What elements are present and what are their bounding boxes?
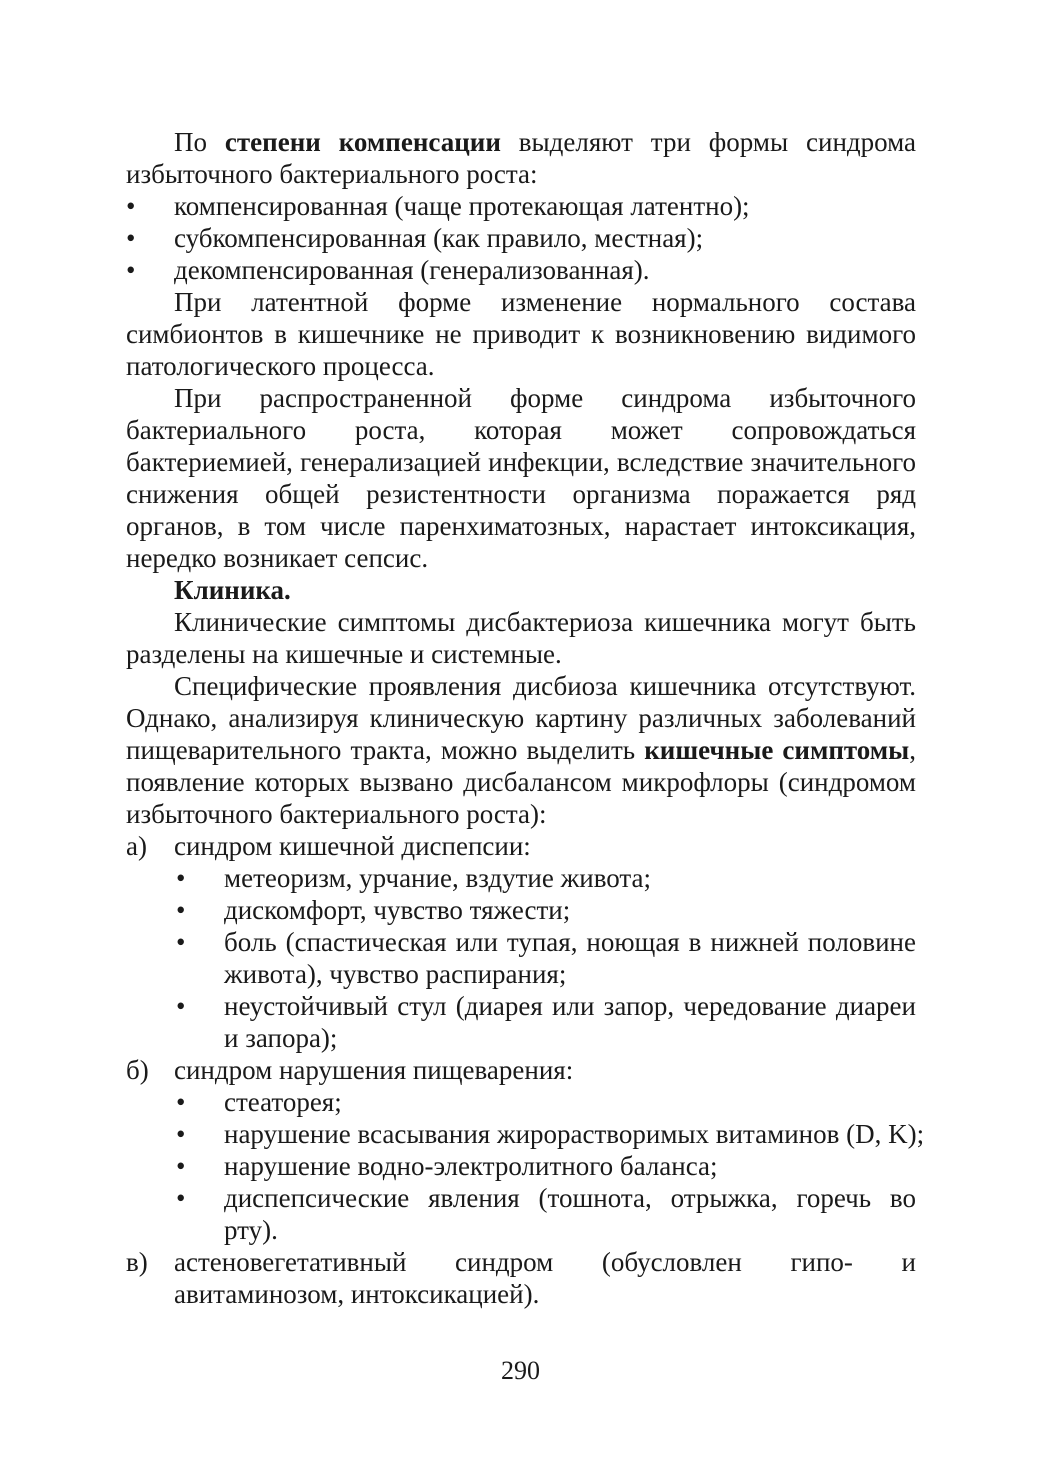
list-item-text: боль (спастическая или тупая, ноющая в нижней половине живота), чувство распирания;: [224, 927, 916, 989]
syndrome-label: синдром нарушения пищеварения:: [174, 1055, 574, 1085]
list-letter-marker: в): [126, 1247, 148, 1277]
list-item: [174, 1118, 925, 1150]
section-heading-clinic: Клиника.: [174, 575, 291, 605]
page-body: [126, 126, 925, 1310]
bullet-marker: •: [176, 1119, 186, 1149]
paragraph-latent-form: При латентной форме изменение нормального состава симбионтов в кишечнике не приводит к возникновению видимого патологического процесса.: [126, 287, 916, 381]
paragraph-text: Специфические проявления дисбиоза кишечника отсутствуют. Однако, анализируя клиническую картину различных заболеваний пищеварительного тракта, можно выделить: [126, 671, 916, 765]
list-item-text: неустойчивый стул (диарея или запор, чередование диареи и запора);: [224, 991, 916, 1053]
list-item: [126, 190, 916, 222]
bullet-marker: •: [176, 1151, 186, 1181]
list-item-text: дискомфорт, чувство тяжести;: [224, 895, 571, 925]
list-item-text: метеоризм, урчание, вздутие живота;: [224, 863, 652, 893]
list-item: [174, 894, 916, 926]
list-item-text: стеаторея;: [224, 1087, 342, 1117]
list-item: [174, 990, 916, 1054]
bullet-marker: •: [176, 1183, 186, 1213]
bullet-marker: •: [176, 1087, 186, 1117]
paragraph-generalized-form: При распространенной форме синдрома избыточного бактериального роста, которая может сопровождаться бактериемией, генерализацией инфекции, вследствие значительного снижения общей резистентности организма поражается ряд органов, в том числе паренхиматозных, нарастает интоксикация, нередко возникает сепсис.: [126, 383, 916, 573]
syndrome-item-asthenovegetative: [126, 1246, 916, 1310]
digestion-symptoms-list: [174, 1086, 925, 1246]
syndrome-item-digestion: [126, 1054, 925, 1246]
list-item-text: декомпенсированная (генерализованная).: [174, 255, 650, 285]
compensation-forms-list: [126, 190, 916, 286]
syndrome-label: астеновегетативный синдром (обусловлен гипо- и авитаминозом, интоксикацией).: [174, 1247, 916, 1309]
paragraph-text: По: [174, 127, 225, 157]
list-item-text: диспепсические явления (тошнота, отрыжка, горечь во рту).: [224, 1183, 916, 1245]
bullet-marker: •: [126, 255, 136, 285]
paragraph-text: , появление которых вызвано дисбалансом микрофлоры (синдромом избыточного бактериального роста):: [126, 735, 917, 829]
paragraph-specific-manifestations: [126, 670, 916, 830]
list-item: [174, 1086, 916, 1118]
list-item: [174, 862, 916, 894]
list-item-text: субкомпенсированная (как правило, местная);: [174, 223, 704, 253]
syndromes-list: [126, 830, 925, 1310]
paragraph-text: выделяют три формы синдрома избыточного бактериального роста:: [126, 127, 917, 189]
bullet-marker: •: [176, 927, 186, 957]
list-item-text: нарушение всасывания жирорастворимых витаминов (D, K);: [224, 1119, 925, 1149]
bullet-marker: •: [126, 191, 136, 221]
bullet-marker: •: [176, 895, 186, 925]
bold-term-compensation: степени компенсации: [224, 127, 501, 157]
list-item: [126, 254, 916, 286]
list-item-text: нарушение водно-электролитного баланса;: [224, 1151, 718, 1181]
list-letter-marker: б): [126, 1055, 149, 1085]
dyspepsia-symptoms-list: [174, 862, 916, 1054]
list-item-text: компенсированная (чаще протекающая латентно);: [174, 191, 750, 221]
list-item: [126, 222, 916, 254]
bullet-marker: •: [176, 863, 186, 893]
page-number: 290: [501, 1356, 540, 1385]
syndrome-label: синдром кишечной диспепсии:: [174, 831, 531, 861]
paragraph-compensation-intro: [126, 126, 916, 190]
paragraph-clinical-symptoms: Клинические симптомы дисбактериоза кишечника могут быть разделены на кишечные и системные.: [126, 607, 916, 669]
bullet-marker: •: [126, 223, 136, 253]
list-letter-marker: а): [126, 831, 147, 861]
list-item: [174, 1150, 916, 1182]
syndrome-item-dyspepsia: [126, 830, 916, 1054]
list-item: [174, 926, 916, 990]
bullet-marker: •: [176, 991, 186, 1021]
bold-term-intestinal-symptoms: кишечные симптомы: [644, 735, 910, 765]
list-item: [174, 1182, 916, 1246]
